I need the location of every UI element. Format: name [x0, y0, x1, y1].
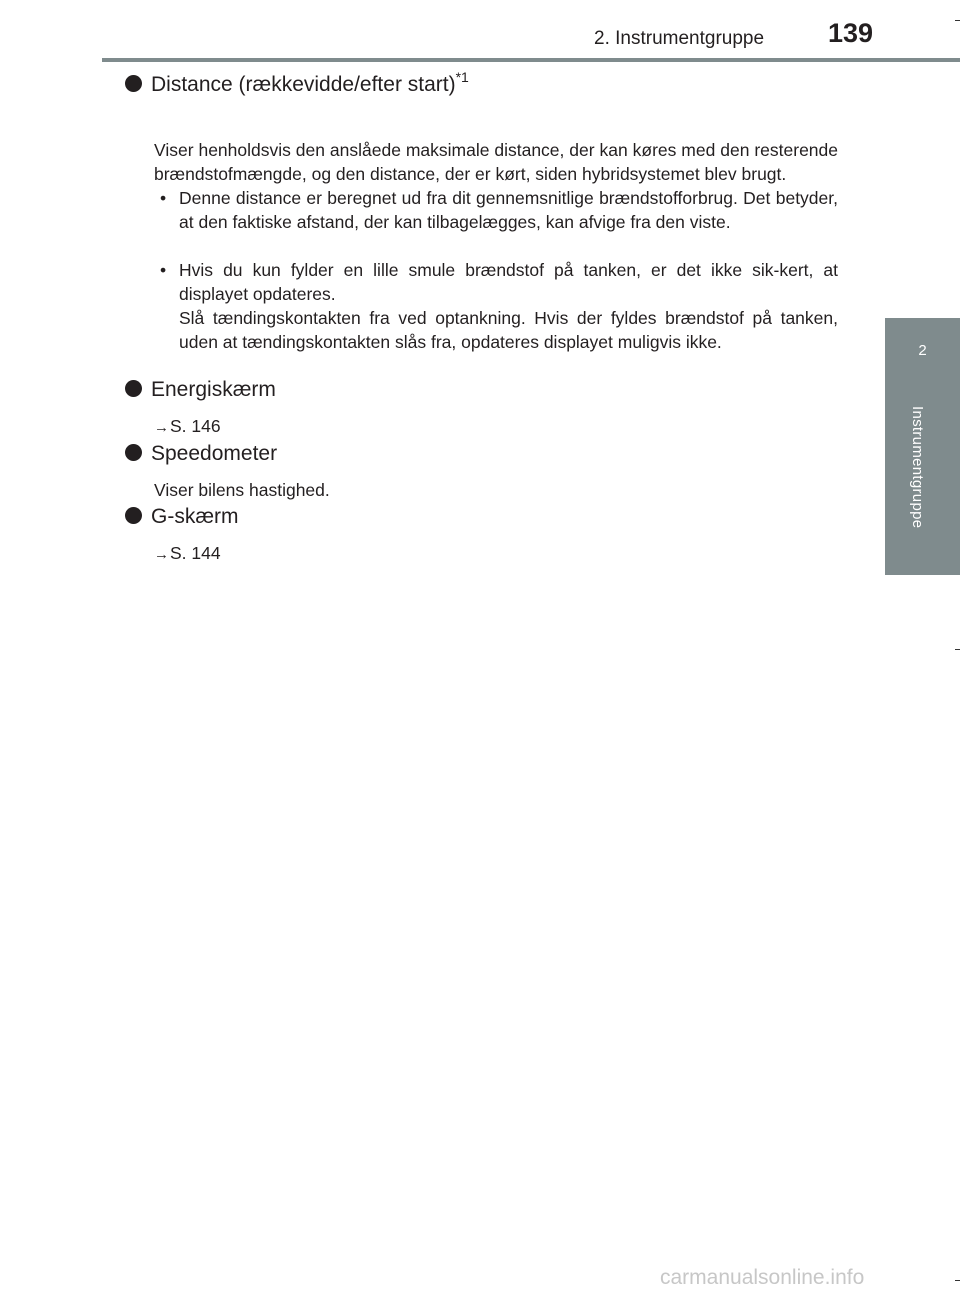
footnote-marker: *1 [455, 69, 469, 85]
note-text: Hvis du kun fylder en lille smule brændstof på tanken, er det ikke sik-kert, at displayet opdateres. [179, 260, 838, 304]
note-item [160, 186, 838, 234]
chapter-tab-label: Instrumentgruppe [909, 406, 926, 529]
chapter-tab-number: 2 [918, 342, 927, 359]
section-heading-energy-screen [125, 377, 276, 403]
section-body-speedometer: Viser bilens hastighed. [154, 480, 330, 500]
watermark: carmanualsonline.info [660, 1266, 865, 1289]
page-reference[interactable] [154, 541, 221, 567]
page-reference[interactable] [154, 414, 221, 440]
header-rule [102, 58, 960, 62]
arrow-right-icon: → [154, 546, 169, 563]
page-reference-text: S. 146 [170, 416, 221, 436]
section-heading-distance [125, 69, 469, 98]
section-heading-g-screen [125, 504, 239, 530]
note-text: Slå tændingskontakten fra ved optankning. Hvis der fyldes brændstof på tanken, uden at tændingskontakten slås fra, opdateres displayet muligvis ikke. [179, 308, 838, 352]
chapter-tab [885, 318, 960, 575]
section-heading-text: Energiskærm [151, 378, 276, 401]
note-bullet: • [160, 260, 167, 280]
section-heading-text: G-skærm [151, 505, 239, 528]
bullet-dot-icon [125, 444, 142, 461]
crop-mark [955, 20, 960, 21]
page-number: 139 [828, 18, 874, 48]
note-text: Denne distance er beregnet ud fra dit gennemsnitlige brændstofforbrug. Det betyder, at den faktiske afstand, der kan tilbagelægges, kan afvige fra den viste. [179, 188, 838, 232]
crop-mark [955, 1280, 960, 1281]
bullet-dot-icon [125, 507, 142, 524]
arrow-right-icon: → [154, 419, 169, 436]
note-item [160, 258, 838, 306]
section-body-distance: Viser henholdsvis den anslåede maksimale distance, der kan køres med den resterende brændstofmængde, og den distance, der er kørt, siden hybridsystemet blev brugt. [154, 140, 838, 184]
section-heading-text: Distance (rækkevidde/efter start) [151, 73, 456, 96]
section-heading-speedometer [125, 441, 277, 467]
page-reference-text: S. 144 [170, 543, 221, 563]
section-heading-text: Speedometer [151, 442, 278, 465]
bullet-dot-icon [125, 75, 142, 92]
running-header: 2. Instrumentgruppe [594, 28, 765, 49]
bullet-dot-icon [125, 380, 142, 397]
note-continuation [160, 306, 838, 354]
note-bullet: • [160, 188, 167, 208]
crop-mark [955, 649, 960, 650]
